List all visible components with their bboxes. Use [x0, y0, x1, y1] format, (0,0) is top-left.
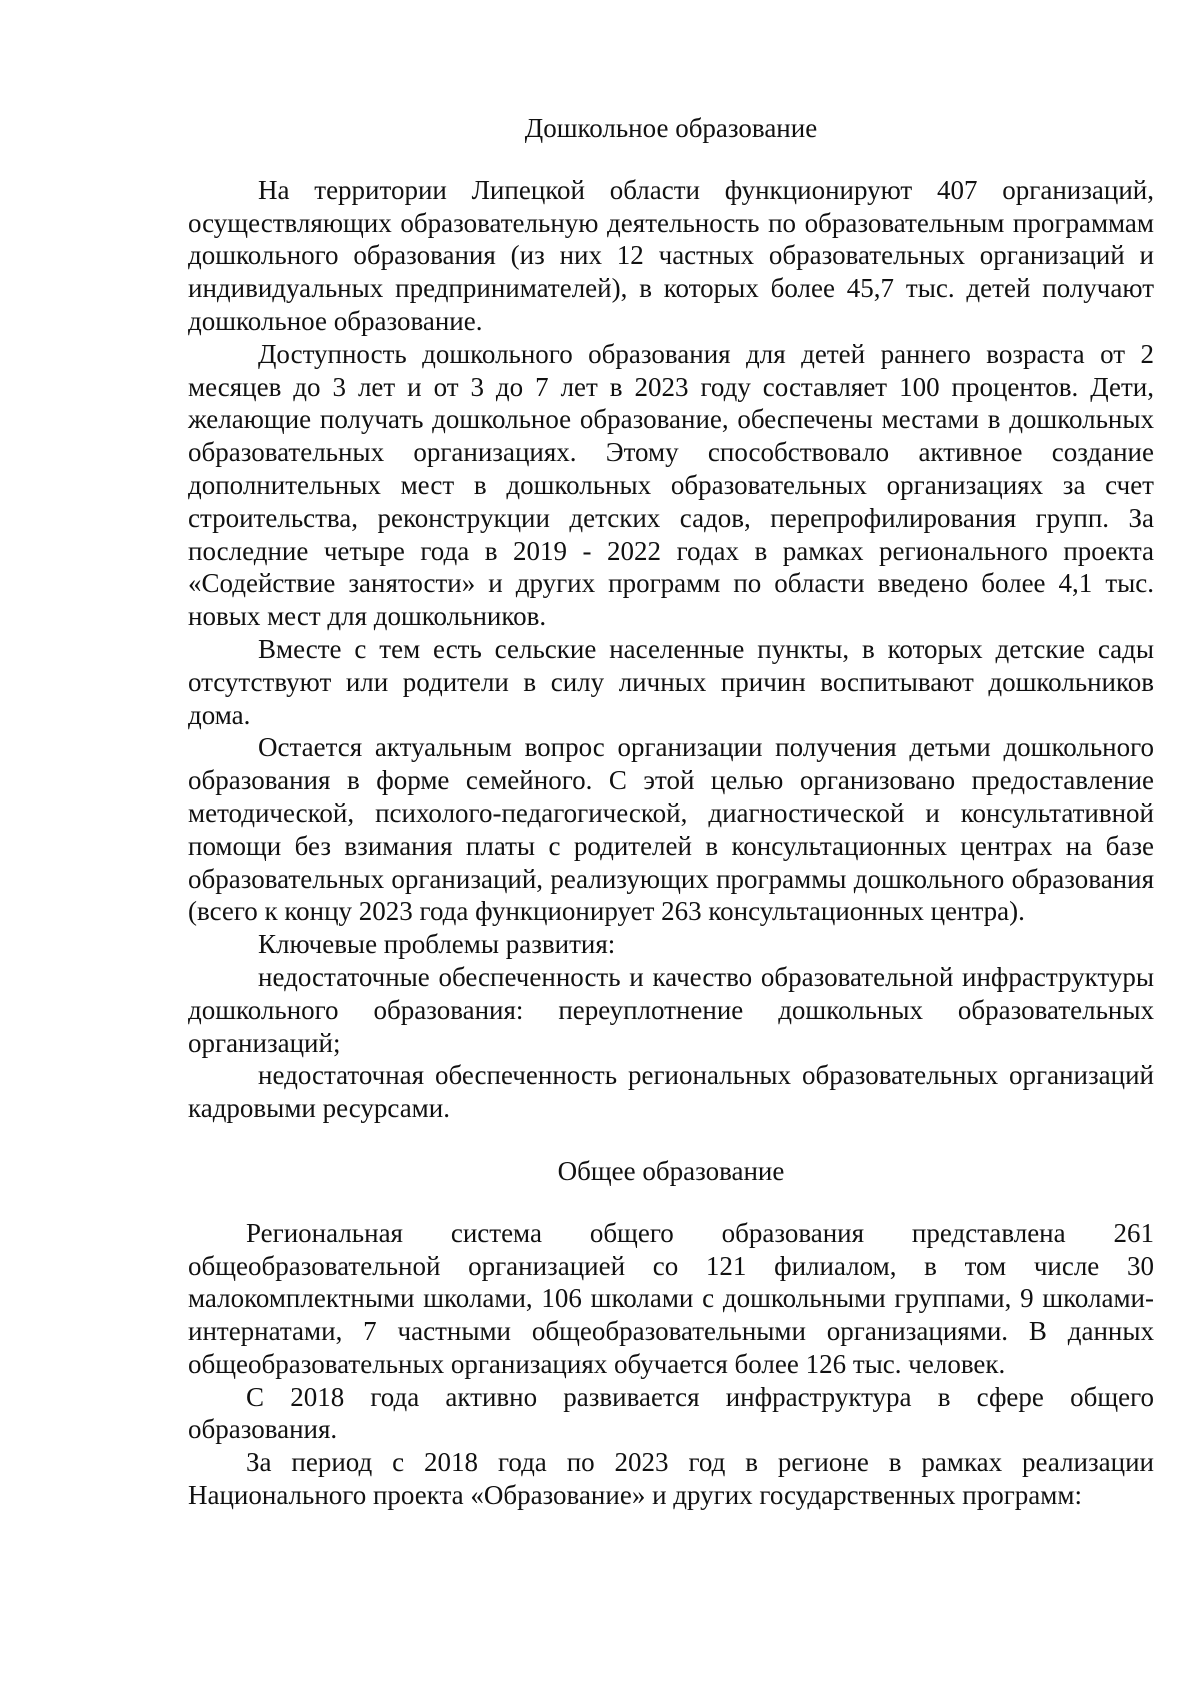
section-title-preschool: Дошкольное образование — [524, 113, 818, 143]
section-title-general: Общее образование — [557, 1155, 785, 1186]
paragraph-preschool-availability: Доступность дошкольного образования для детей раннего возраста от 2 месяцев до 3 лет и от 3 до 7 лет в 2023 году составляет 100 процентов. Дети, желающие получать дошкольное образование, обеспечены местами в дошкольных образовательных организациях. Этому способствовало активное создание дополнительных мест в дошкольных образовательных организациях за счет строительства, реконструкции детских садов, перепрофилирования групп. За последние четыре года в 2019 - 2022 годах в рамках регионального проекта «Содействие занятости» и других программ по области введено более 4,1 тыс. новых мест для дошкольников. — [188, 338, 1154, 632]
document-body — [188, 112, 1154, 1512]
paragraph-general-system: Региональная система общего образования представлена 261 общеобразовательной организацией со 121 филиалом, в том числе 30 малокомплектными школами, 106 школами с дошкольными группами, 9 школами-интернатами, 7 частными общеобразовательными организациями. В данных общеобразовательных организациях обучается более 126 тыс. человек. — [188, 1217, 1154, 1379]
paragraph-problem-infrastructure: недостаточные обеспеченность и качество образовательной инфраструктуры дошкольного образования: переуплотнение дошкольных образовательных организаций; — [188, 961, 1154, 1058]
paragraph-rural-settlements: Вместе с тем есть сельские населенные пункты, в которых детские сады отсутствуют или родители в силу личных причин воспитывают дошкольников дома. — [188, 633, 1154, 730]
paragraph-problem-staffing: недостаточная обеспеченность региональных образовательных организаций кадровыми ресурсами. — [188, 1060, 1154, 1124]
paragraph-infrastructure-development: С 2018 года активно развивается инфраструктура в сфере общего образования. — [188, 1381, 1154, 1445]
paragraph-key-problems-heading: Ключевые проблемы развития: — [258, 929, 616, 960]
paragraph-family-education: Остается актуальным вопрос организации получения детьми дошкольного образования в форме семейного. С этой целью организовано предоставление методической, психолого-педагогической, диагностической и консультативной помощи без взимания платы с родителей в консультационных центрах на базе образовательных организаций, реализующих программы дошкольного образования (всего к концу 2023 года функционирует 263 консультационных центра). — [188, 732, 1154, 927]
paragraph-national-project: За период с 2018 года по 2023 год в регионе в рамках реализации Национального проекта «Образование» и других государственных программ: — [188, 1447, 1154, 1511]
paragraph-preschool-organizations: На территории Липецкой области функционируют 407 организаций, осуществляющих образовательную деятельность по образовательным программам дошкольного образования (из них 12 частных образовательных организаций и индивидуальных предпринимателей), в которых более 45,7 тыс. детей получают дошкольное образование. — [188, 174, 1154, 336]
